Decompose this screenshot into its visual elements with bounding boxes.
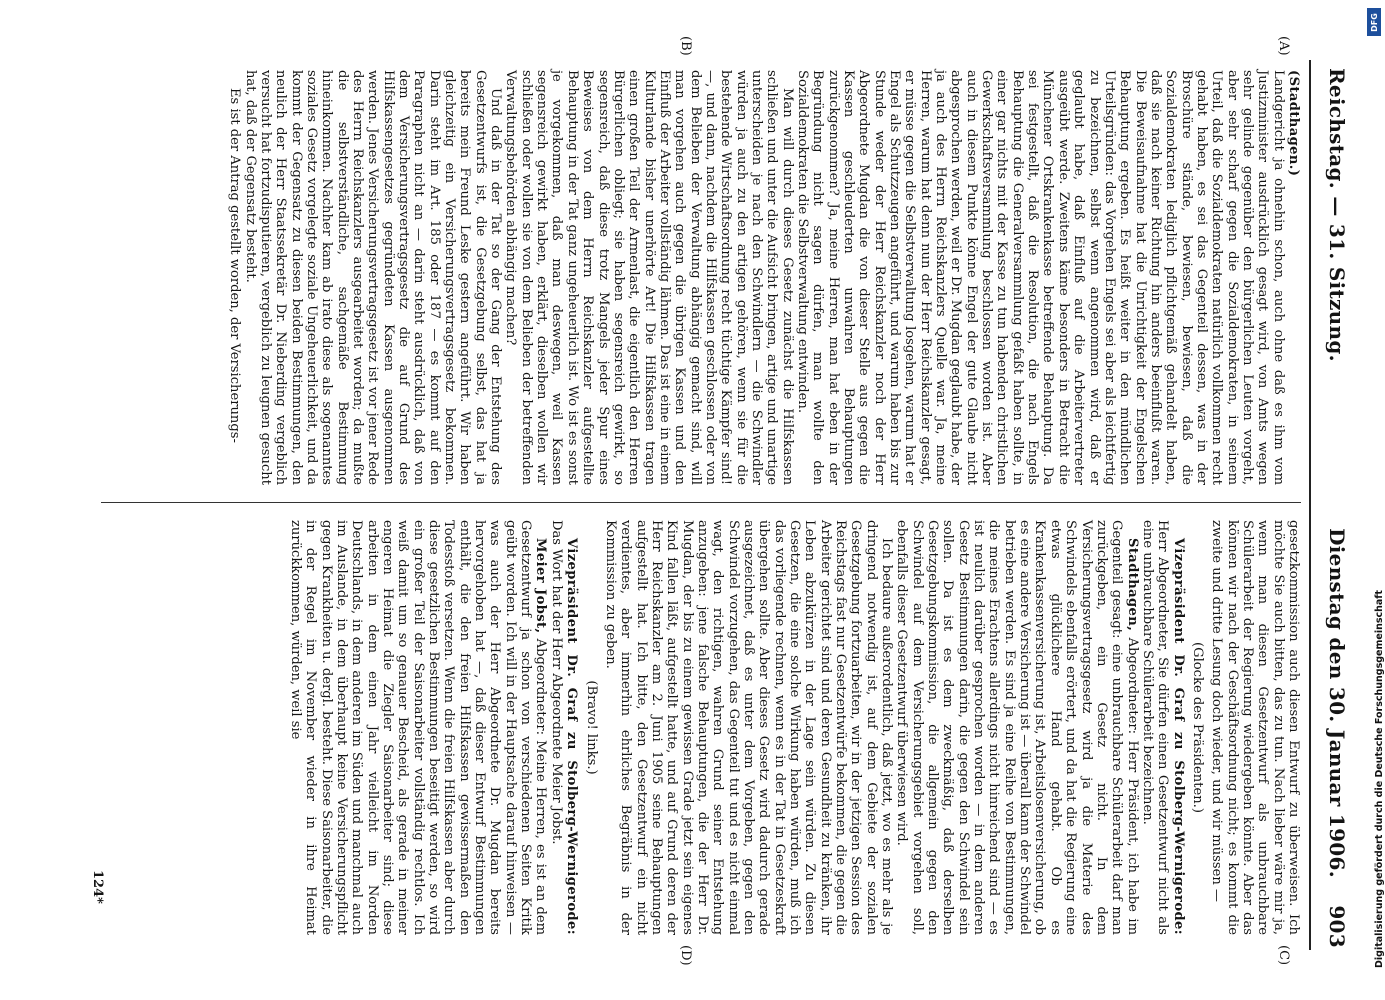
header-title-right: Dienstag den 30. Januar 1906. xyxy=(1325,528,1349,878)
speech-text: Herr Abgeordneter, Sie dürfen einen Gesetzentwurf nicht als eine unbrauchbare Schülerarbeit bezeichnen. xyxy=(1139,520,1171,935)
right-column xyxy=(96,520,1301,935)
margin-mark-d: (D) xyxy=(678,945,693,966)
paragraph xyxy=(288,520,549,935)
speaker-name: Stadthagen, xyxy=(1124,538,1140,632)
margin-mark-b: (B) xyxy=(678,36,693,56)
dfg-logo-icon xyxy=(1367,8,1381,36)
speech-text: Das Wort hat der Herr Abgeordnete Meier Jobst. xyxy=(548,520,564,845)
paragraph: Ich bedaure außerordentlich, daß jetzt, wo es mehr als je dringend notwendig ist, auf dem Gebiete der sozialen Gesetzgebung fortzuarbeiten, wir in der jetzigen Session des Reichstags fast nur Gesetzentwürfe bekommen, die gegen die Arbeiter gerichtet sind und deren Gesundheit zu kränken, ihr Leben abzukürzen in der Lage sein würden. Zu diesen Gesetzen, die eine solche Wirkung haben würden, muß ich das vorliegende rechnen, wenn es in der Tat in Gesetzeskraft übergehen sollte. Aber dieses Gesetz wird dadurch gerade ausgezeichnet, daß es unter dem Vorgeben, gegen den Schwindel vorzugehen, das Gegenteil tut und es nicht einmal wagt, den richtigen, wahren Grund seiner Entstehung anzugeben: jene falsche Behauptungen, die der Herr Dr. Mugdan, der bis zu einem gewissen Grade jetzt sein eigenes Kind fallen läßt, aufgestellt hatte, und auf Grund deren der Herr Reichskanzler am 2. Juni 1905 seine Behauptungen aufgestellt hat. Ich bitte, den Gesetzentwurf ein nicht verdientes, aber immerhin ehrliches Begräbnis in der Kommission zu geben. xyxy=(602,520,895,935)
paragraph xyxy=(894,520,1140,935)
stage-direction: (Glocke des Präsidenten.) xyxy=(1189,642,1205,813)
header-rule xyxy=(1309,60,1311,950)
credit-line-strip xyxy=(1360,8,1385,993)
speaker-name: (Stadthagen.) xyxy=(1286,70,1301,177)
speaker-name: Vizepräsident Dr. Graf zu Stolberg-Wernigerode: xyxy=(1170,538,1186,935)
speech-text: Abgeordneter: Meine Herren, es ist an dem Gesetzentwurf ja schon von verschiedenen Seiten Kritik geübt worden. Ich will in der Hauptsache darauf hinweisen — was auch der Herr Abgeordnete Dr. Mugdan bereits hervorgehoben hat —, daß dieser Entwurf Bestimmungen enthält, die den freien Hilfskassen gewissermaßen den Todesstoß versetzen. Wenn die freien Hilfskassen aber durch diese gesetzlichen Bestimmungen beseitigt werden, so wird ein großer Teil der Saisonarbeiter vollständig rechtlos. Ich weiß damit um so genauer Bescheid, als gerade in meiner engeren Heimat die Ziegler Saisonarbeiter sind; diese arbeiten in dem einen Jahr vielleicht im Norden Deutschlands, in dem anderen im Süden und manchmal auch im Auslande, in dem überhaupt keine Versicherungspflicht gegen Krankheiten u. dergl. besteht. Diese Saisonarbeiter, die in der Regel im November wieder in ihre Heimat zurückkommen, würden, weil sie xyxy=(288,520,549,936)
page-header xyxy=(1315,68,1355,948)
paragraph xyxy=(1286,70,1301,485)
paragraph: Man will durch dieses Gesetz zunächst die Hilfskassen schließen und unter die Aufsicht bringen, artige und unartige unterscheiden je nach den Schwindlern — die Schwindler würden ja auch zu den artigen gehören, wenn sie für die bestehende Wirtschaftsordnung recht tüchtige Kämpfer sind! —, und dann, nachdem die Hilfskassen geschlossen oder von dem Belieben der Verwaltung abhängig gemacht sind, will man vorgehen auch gegen die übrigen Kassen und den Einfluß der Arbeiter vollständig lähmen. Das ist eine in einem Kulturlande bisher unerhörte Art! Die Hilfskassen tragen einen großen Teil der Armenlast, die eigentlich den Herren Bürgerlichen obliegt; sie haben segensreich gewirkt, so segensreich, daß diese trotz Mangels jeder Spur eines Beweises von dem Herrn Reichskanzler aufgestellte Behauptung in der Tat ganz ungeheuerlich ist. Wo ist es sonst je vorgekommen, daß man deswegen, weil Kassen segensreich gewirkt haben, erklärt, dieselben wollen wir schließen oder wollen sie von dem Belieben der betreffenden Verwaltungsbehörden abhängig machen? xyxy=(503,70,795,485)
header-page-number: 903 xyxy=(1325,905,1349,948)
speech-text: Abgeordneter: Herr Präsident, ich habe im Gegenteil gesagt: eine unbrauchbare Schülerarbeit darf man zurückgeben, ein Gesetz nicht. In dem Versicherungsvertragsgesetz wird ja die Materie des Schwindels ebenfalls erörtert, und da hat die Regierung eine etwas glücklichere Hand gehabt. Ob es Krankenkassenversicherung ist, Arbeitslosenversicherung, ob es eine andere Versicherung ist — überall kann der Schwindel betrieben werden. Es sind ja eine Reihe von Bestimmungen, die meines Erachtens allerdings nicht hinreichend sind — es ist neulich darüber gesprochen worden — in dem anderen Gesetz Bestimmungen darin, die gegen den Schwindel sein sollen. Da ist es dem zweckmäßig, daß derselben Gesetzgebungskommission, die allgemein gegen den Schwindel auf dem Versicherungsgebiet vorgehen soll, ebenfalls dieser Gesetzentwurf überwiesen wird. xyxy=(894,520,1140,935)
paragraph: Und daß in der Tat so der Gang der Entstehung des Gesetzentwurfs ist, die Gesetzgebung selbst, das hat ja bereits mein Freund Leske gestern angeführt. Wir haben gleichzeitig ein Versicherungsvertragsgesetz bekommen. Darin steht im Art. 185 oder 187 — es kommt auf den Paragraphen nicht an — darin steht ausdrücklich, daß von dem Versicherungsvertragsgesetz die auf Grund des Hilfskassengesetzes gegründeten Kassen ausgenommen werden. Jenes Versicherungsvertragsgesetz ist vor jener Rede des Herrn Reichskanzlers ausgearbeitet worden; da mußte die selbstverständliche, sachgemäße Bestimmung hineinkommen. Nachher kam ab irato diese als sogenanntes soziales Gesetz vorgelegte soziale Ungeheuerlichkeit, und da kommt der Gegensatz zu diesen beiden Bestimmungen, den neulich der Herr Staatssekretär Dr. Nieberding vergeblich versucht hat fortzudisputieren, vergeblich zu leugnen gesucht hat, daß der Gegensatz besteht. xyxy=(242,70,504,485)
left-column xyxy=(96,70,1301,485)
margin-mark-c: (C) xyxy=(1276,945,1291,966)
header-title-left: Reichstag. — 31. Sitzung. xyxy=(1325,68,1349,362)
stage-direction: (Bravo! links.) xyxy=(583,680,599,775)
sheet-number: 124* xyxy=(90,870,105,904)
paragraph: gesetzkommission auch diesen Entwurf zu überweisen. Ich möchte Sie auch bitten, das zu tun. Nach lieber wäre mir ja, wenn man diesen Gesetzentwurf als unbrauchbare Schülerarbeit der Regierung wiedergeben könnte. Aber das können wir nach der Geschäftsordnung nicht; es kommt die zweite und dritte Lesung doch wieder, und wir müssen — xyxy=(1209,520,1301,935)
margin-mark-a: (A) xyxy=(1276,36,1291,56)
paragraph xyxy=(1140,520,1186,935)
credit-line: Digitalisierung gefördert durch die Deutsche Forschungsgemeinschaft xyxy=(1374,590,1385,968)
column-divider xyxy=(101,502,1301,503)
speaker-name: Meier Jobst, xyxy=(533,538,549,634)
dfg-logo-text: DFG xyxy=(1369,12,1379,32)
paragraph xyxy=(549,520,580,935)
speaker-name: Vizepräsident Dr. Graf zu Stolberg-Wernigerode: xyxy=(564,538,580,935)
paragraph: Es ist der Antrag gestellt worden, der Versicherungs- xyxy=(227,88,243,443)
paragraph: Landgericht ja ohnehin schon, auch ohne daß es ihm vom Justizminister ausdrücklich gesagt wird, von Amts wegen sehr gelinde gegenüber den bürgerlichen Leuten vorgeht, aber sehr scharf gegen die Sozialdemokraten, in seinem Urteil, daß die Sozialdemokraten natürlich vollkommen recht gehabt haben, es sei das Gegenteil dessen, was in der Broschüre stände, bewiesen, bewiesen, daß die Sozialdemokraten lediglich pflichtgemäß gehandelt haben, daß sie nach keiner Richtung hin anders beeinflußt waren. Die Beweisaufnahme hat die Unrichtigkeit der Engelschen Behauptung ergeben. Es heißt weiter in den mündlichen Urteilsgründen: das Vorgehen Engels sei aber als leichtfertig zu bezeichnen, selbst wenn angenommen wird, daß er geglaubt habe, daß Einfluß auf die Arbeitervertreter ausgeübt werde. Zweitens käme besonders in Betracht die Münchener Ortskrankenkasse betreffende Behauptung. Da sei festgestellt, daß die Resolution, die nach Engels Behauptung die Generalversammlung gefaßt haben sollte, in einer gar nichts mit der Kasse zu tun habenden christlichen Gewerkschaftsversammlung beschlossen worden ist. Aber auch in diesem Punkte könne Engel der gute Glaube nicht abgesprochen werden, weil er Dr. Mugdan geglaubt habe, der ja auch des Herrn Reichskanzlers Quelle war. Ja, meine Herren, warum hat denn nun der Herr Reichskanzler gesagt, er müsse gegen die Selbstverwaltung losgehen, warum hat er Engel als Schutzzeugen angeführt, und warum haben bis zur Stunde weder der Herr Reichskanzler noch der Herr Abgeordnete Mugdan die von dieser Stelle aus gegen die Kassen geschleuderten unwahren Behauptungen zurückgenommen? Ja, meine Herren, man hat eben in der Begründung nicht sagen dürfen, man wollte den Sozialdemokraten die Selbstverwaltung entwinden. xyxy=(795,70,1286,485)
